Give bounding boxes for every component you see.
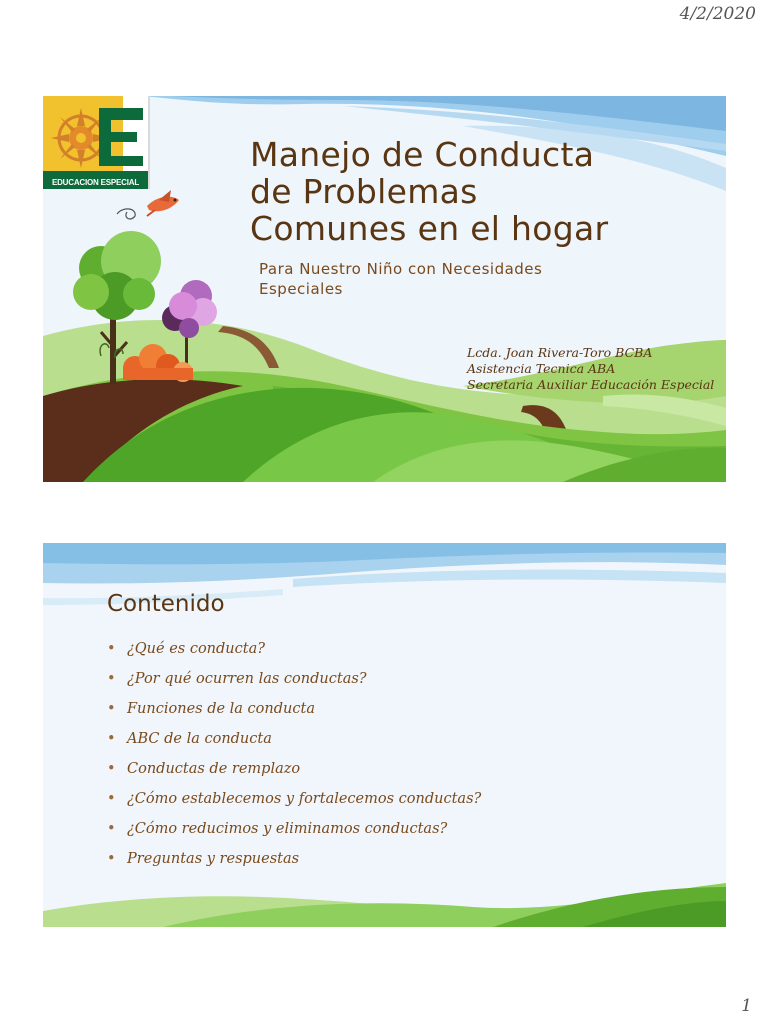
education-logo — [43, 96, 150, 189]
list-item-text: Conductas de remplazo — [127, 761, 301, 777]
author-role: Asistencia Tecnica ABA — [467, 361, 616, 376]
list-item-text: ¿Cómo establecemos y fortalecemos conductas? — [127, 791, 482, 807]
list-item — [107, 849, 481, 879]
list-item — [107, 819, 481, 849]
title-line: Comunes en el hogar — [250, 209, 609, 248]
contents-title: Contenido — [107, 591, 225, 617]
author-department: Secretaria Auxiliar Educación Especial — [467, 377, 715, 392]
bullet-icon: • — [107, 731, 116, 747]
bullet-icon: • — [107, 641, 116, 657]
list-item — [107, 789, 481, 819]
list-item — [107, 759, 481, 789]
author-credits — [467, 345, 726, 393]
list-item — [107, 729, 481, 759]
list-item — [107, 639, 481, 669]
slide-title — [250, 136, 710, 247]
page-date: 4/2/2020 — [679, 4, 756, 24]
slide-subtitle — [259, 259, 619, 299]
page-number: 1 — [741, 996, 752, 1016]
list-item-text: Funciones de la conducta — [127, 701, 315, 717]
title-line: Manejo de Conducta — [250, 135, 595, 174]
list-item-text: ¿Qué es conducta? — [127, 641, 265, 657]
bullet-icon: • — [107, 701, 116, 717]
bullet-icon: • — [107, 761, 116, 777]
bullet-icon: • — [107, 851, 116, 867]
list-item-text: Preguntas y respuestas — [127, 851, 300, 867]
title-slide — [43, 96, 726, 482]
list-item-text: ¿Por qué ocurren las conductas? — [127, 671, 367, 687]
list-item — [107, 699, 481, 729]
bullet-icon: • — [107, 671, 116, 687]
list-item-text: ABC de la conducta — [127, 731, 272, 747]
title-line: de Problemas — [250, 172, 478, 211]
list-item-text: ¿Cómo reducimos y eliminamos conductas? — [127, 821, 448, 837]
subtitle-line: Para Nuestro Niño con Necesidades — [259, 260, 543, 278]
bullet-icon: • — [107, 821, 116, 837]
subtitle-line: Especiales — [259, 280, 343, 298]
author-name: Lcda. Joan Rivera-Toro BCBA — [467, 345, 653, 360]
list-item — [107, 669, 481, 699]
bird-illustration — [117, 190, 179, 219]
logo-text: EDUCACION ESPECIAL — [51, 178, 140, 187]
contents-list — [107, 639, 481, 879]
contents-slide — [43, 543, 726, 927]
bullet-icon: • — [107, 791, 116, 807]
